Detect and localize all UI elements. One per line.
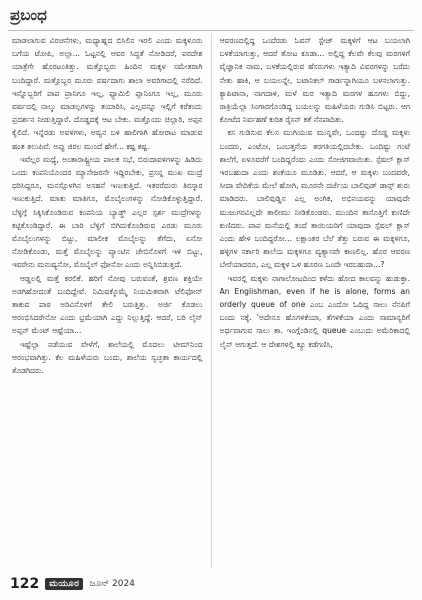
paragraph: ಇಷ್ಟೆಲ್ಲಾ ನಡೆಯುವ ವೇಳೆಗೆ, ಶಾಲೆಯಲ್ಲಿ ಮೊದಲು ಟೀಮ್‌ನಿಂದ ಆರಂಭವಾಗಿತ್ತು. ಕೆಲ ಮಹಿಳೆಯರು ಬಂದು, ಶಾಲೆಯ ಸ್ವಚ್ಛತಾ ಕಾರ್ಯದಲ್ಲಿ ತೊಡಗಿದರು. (12, 339, 203, 376)
magazine-logo: ಮಯೂರ (45, 578, 83, 590)
header-divider (8, 30, 414, 31)
paragraph: ಇವರಲ್ಲಿ ಮಕ್ಕಳು ನಾಗಾಲೋಟದಿಂದ ಕಳೆದು ಹೋದ ಕಾಲವನ್ನು ಹುಡುಕ್ತಾ. An Englishman, even if he is alone, forms an orderly queue of one ಎಂಬ ಎಂದೋ ಓದಿದ್ದ ಸಾಲು ನೆನಪಿಗೆ ಬಂದು ನಕ್ಕೆ. 'ಅದೇನೂ ಹೊಗಳಿಕೆಯಾ, ತೆಗಳಿಕೆಯಾ ಎಂದು ಸಾಮಾನ್ಯರಿಗೆ ಅರ್ಥವಾಗುವ ಸಾಲು ತಾ. ಇಂಗ್ಲೆಂಡಿನಲ್ಲಿ queue ಎಂಬುದು ಅಮೆರಿಕಾದಲ್ಲಿ ಲೈನ್ ಆಗುತ್ತದೆ. ಆ ದೇಶಗಳಲ್ಲಿ ಕ್ಯೂ ಕಡೆಗಣಿಸಿ, (219, 273, 410, 349)
paragraph: ಇವೆಲ್ಲರ ಮಧ್ಯೆ, ಅಂತಾರಾಷ್ಟ್ರೀಯ ಪಾಲಕ ಸಭೆ, ಬಿರುದಾವಳಿಗಳನ್ನು ಹಿಡಿದು ಒಂದು ಕಂಪನಿಯೊಂದರ ಮ್ಯಾನೇಜರನೇ ಇದ್ದಿರಬೇಕು, ಪ್ರಸನ್ನ ಮುಖ ಮುದ್ರೆ ಧರಿಸಿದ್ದರೂ, ಮನಸ್ಸೊಳಗಿನ ಅಸಹನೆ ಇಣುಕುತ್ತಿದೆ. ಇತರರೆದುರು ತಿರಸ್ಕಾರ ಇಣುಕುತ್ತಿದೆ. ಮಾತು ಮಾತಿಗೂ, ಮೊಬೈಲುಗಳನ್ನು ನೋಡಿಕೊಳ್ಳುತ್ತಿದ್ದಾರೆ. ಬೆಳ್ಳಿಗ್ಗೆ ಸಿಕ್ಕಿಸಿಕೊಂಡಿರುವ ಕಂಪನಿಯ ಬ್ಯಾಡ್ಜ್ ಎಲ್ಲರ ಸ್ಪರ್ಶ ಮುದ್ರೆಗಳನ್ನು ಕಟ್ಟಿಕೊಂಡಿದ್ದಾರೆ. ಈ ಬಾರಿ ಬೆಳ್ಳಿಗೆ ಬಿಗಿದುಕೊಂಡಿರುವ ಎರಡು ಮೂರು ಮೊಬೈಲುಗಳನ್ನು ಬಿಟ್ಟು, ಮಾಲೀಕ ಮೊಬೈಲನ್ನು ತೆಗೆದು, ಏನೋ ನೋಡಿಕೊಂಡು, ಮತ್ತೆ ಮೊಬೈಲನ್ನು ಪ್ಯಾಂಟಿನ ಜೇಬಿನೊಳಗೆ ಇಳಿ ಬಿಟ್ಟು, ಇವರೇನು ಮನುಷ್ಯನೋ, ಮೊಬೈಲ್ ಫೋನೋ ಎಂದು ಅನ್ನಿಸಿಬಿಡುತ್ತದೆ. (12, 154, 203, 270)
page-number: 122 (10, 576, 40, 592)
paragraph: ಆವರಣದಲ್ಲಿದ್ದ ಒಂದೆರಡು ಓವನ್ ಸ್ಟೇಜ್ ಮಕ್ಕಳಿಗೆ ಆಟ ಬಯಲಾಗಿ ಬಳಕೆಯಾಗುತ್ತು, ಆದರೆ ತೋಟ ಕೂಡಾ... ಅಲ್ಲಿದ್ದ ಕೆಲವೇ ಕೆಲವು ಮರಗಳಿಗೆ ವೈಜ್ಞಾನಿಕ ನಾಮ, ಬಳಕೆಯಲ್ಲಿರುವ ಹೆಸರುಗಳು ಇತ್ಯಾದಿ ವಿವರಗಳನ್ನು ಬರೆದು ನೇತು ಹಾಕಿ, ಆ ಬಯಲನ್ನೇ, ಬಟಾನಿಕಲ್ ಗಾರ್ಡನ್ನಾಗಿಯೂ ಬಳಸಲಾಗುತ್ತು. ಕ್ಯಾಪಿಟಾನಾ, ನಾಗದಾಳಿ, ಮಳೆ ಮರ ಇತ್ಯಾದಿ ಮರಗಳ ಹೂಗಳು ಬಿದ್ದು, ರಾತ್ರಿಯೆಲ್ಲಾ ಸಿಂಗಾರಗೊಂಡಿದ್ದ ಬಯಲನ್ನು ಮಹಿಳೆಯರು ಗುಡಿಸಿ ಬಿಟ್ಟರು. ಆಗ ಕೋಟೆದ ನಿರ್ವಹಣೆ ಕುರಿತ ರೈಸನ್ ಕತೆ ನೆನಪಾದಿತು. (219, 36, 410, 125)
section-title: ಪ್ರಬಂಧ (10, 6, 47, 24)
paragraph: ಮಾಡಲಾಗುವ ವಿರಚನೆಗಳು, ಮಧ್ಯಾಹ್ನದ ಬಿಸಿಲಿನ ಇರಲಿ ಎಂದು ಮಕ್ಕಳೂರು ಬಗೆಯ ಟೋಪಿ, ಅಲ್ಲಾ... ಓಟ್ಟನಲ್ಲಿ ಆವರ ಸಿದ್ಧತೆ ನೋಡಿದರೆ, ಪರದೇಶ ಯಾತ್ರೆಗೇ ಹೊರಟಂತಿತ್ತು. ಮತ್ತೊಬ್ಬರು ಹಿಂದಿನ ಮಕ್ಕಳ ಸಮೇತರಾಗಿ ಬಂದಿದ್ದಾರೆ. ಮತ್ತೊಬ್ಬರ ಮೂರು ವರ್ಷದಾಗು ಶಾಲಾ ಅವರಿಗಾದಲ್ಲಿ ನರೆದಿದೆ. ಇನ್ನೊಬ್ಬರಿಗೆ ಪಾಪ ಪ್ರಾನಿಗೂ ಇಲ್ಲ, ಫ್ಯಾಮಿಲಿ ಪ್ಲಾನಿಂಗೂ ಇಲ್ಲ, ಮೂರು ವರ್ಷದಲ್ಲಿ ನಾಲ್ಕು ಮಾಡಲ್ಪಗಳನ್ನು ತಯಾರಿಸಿ, ಎಲ್ಲವನ್ನೂ ಇಲ್ಲಿಗೆ ಕರೆತಂದು ಪ್ರದರ್ಶನ ನೀಡುತ್ತಿದ್ದಾರೆ. ದೊಡ್ಡದಕ್ಕೆ ಆಟ ಬೇಕು. ಮತ್ತೊಂದು ಚಿಲ್ಲಾರಿ, ಅಪ್ಪನ ಕೈಲಿದೆ. ಇನ್ನೆರಡು ಅವಳಿಗಳು, ಅವ್ವನ ಬಳಿ ಹಾಲಿಗಾಗಿ ಹೋರಾಟ ಮಾಡುವ ಹಂತ ತಲುಪಿವೆ. ಅಪ್ಪು ಜಿರಲ ಮುಂದೆ ಹೇಗೆ... ಕಷ್ಟ ಕಷ್ಟ. (12, 36, 203, 151)
issue-date: ಜೂನ್ 2024 (89, 579, 135, 589)
column-left (12, 34, 203, 568)
article-body (12, 34, 410, 568)
paragraph: ಕಸ ಗುಡಿಸುವ ಕೆಲಸ ಮುಗಿಯುವ ಮುನ್ನವೇ, ಒಂದಷ್ಟು ದೊಡ್ಡ ಮಕ್ಕಳು ಬಂದರು, ಎಂಟೋ, ಒಂಬತ್ತನೆಯ ತರಗತಿಯಲ್ಲಿದಬೇಕು. ಒಂದಿಷ್ಟು ಗಂಟೆ ಶಾಲೆಗೆ, ಏಳೂವರೆಗೆ ಬಂದಿದ್ದರೆಂದು ಎಂದು ಸೋಜಿಗವಾಯಿತು. ಸ್ಪೆಷಲ್ ಕ್ಲಾಸ್ ಇರಬಹುದಾ ಎಂದು ಶಂಕೆಯೂ ಮೂಡಿತು. ಆದರೆ, ಆ ಮಕ್ಕಳು ಬಂದವರೇ, ಸೀದಾ ವೇದಿಕೆಯ ಮೇಲೆ ಹೋಗಿ, ಮೂರನೇ ದರ್ಜೆಯ ಬಾಲಿವುಡ್ ಡಾನ್ಸ್ ಶುರು ಮಾಡಿದರು. ಬಾಲಿವುಡ್ಡಿನ ಎಲ್ಲ ಅಂಗಿಕ, ಅಭಿನಯವನ್ನು ಯಾವುದೇ ಮುಜುಗರವಿಲ್ಲದೇ ತಾಲೀಮು ನೀಡಿಕೊಂಡರು. ಮುಂದಿನ ತಾಸೊತ್ತಿಗೆ ಕುಣಿದೇ ಕುಣಿದರು. ಪಾಪ ಮನೆಯಲ್ಲಿ ತಂದೆ ತಾಯಿಯರಿಗೆ ಯಾವುದಾ ಸ್ಪೆಷಲ್ ಕ್ಲಾಸ್ ಎಂದು ಹೇಳಿ ಬಂದಿದ್ದರೋ... ಲಕ್ಷಾಂತರ ಬೆಲೆ ತೆತ್ತು ಬರುವ ಈ ಮಕ್ಕಳಿಗೂ, ಹಳ್ಳಿಗಳ ಸರ್ಕಾರಿ ಶಾಲೆಯ ಮಕ್ಕಳಿಗೂ ವ್ಯತ್ಯಾಸವೇ ಕಾಣಲಿಲ್ಲ. ಹೊರ ಆವರಣ ಬೇರೆಯಾದರೂ, ಎಲ್ಲ ಮಕ್ಕಳ ಒಳ ಹೂರಣ ಒಂದೇ ಇರಬಹುದಾ...? (219, 128, 410, 270)
page-footer (10, 574, 135, 594)
column-right (220, 34, 411, 568)
column-divider (211, 34, 212, 568)
page-header (8, 0, 414, 30)
paragraph: ಆಡ್ಡಲಲ್ಲಿ ಮತ್ತೆ ಕರಲಿಕೆ. ಹರಿಗೆ ನೋವು ಬರುವಂತೆ, ಶ್ರವಣ ಶಕ್ತಿಯೇ ಅಡಗಿಹೋದಂತೆ ಬಂದಿದ್ದೇವೆ. ನಿಮಿಷಕ್ಕೊಮ್ಮೆ ನಿಯಮಿತವಾಗಿ ಟೆಲಿಫೋನ್ ತಾಕುವ ಪಾಠ ಅರಿವಿನೊಳಗೆ ತೇಲಿ ಬರುತ್ತಿತ್ತು. ಅರ್ಜಿ ಕೊಡಲು ಆರಂಭಿಸಿದರೇನೋ ಎಂದು ಭ್ರಮೆಯಾಗಿ ಎದ್ದು ನಿಲ್ಲುತ್ತಿದ್ದೆ. ಆದರೆ, ಬರಿ ಲೈನ್ ಅಪ್ಪನ್ ಮೆಂಟ್ ಆಷ್ಟೆಯಾ... (12, 273, 203, 336)
